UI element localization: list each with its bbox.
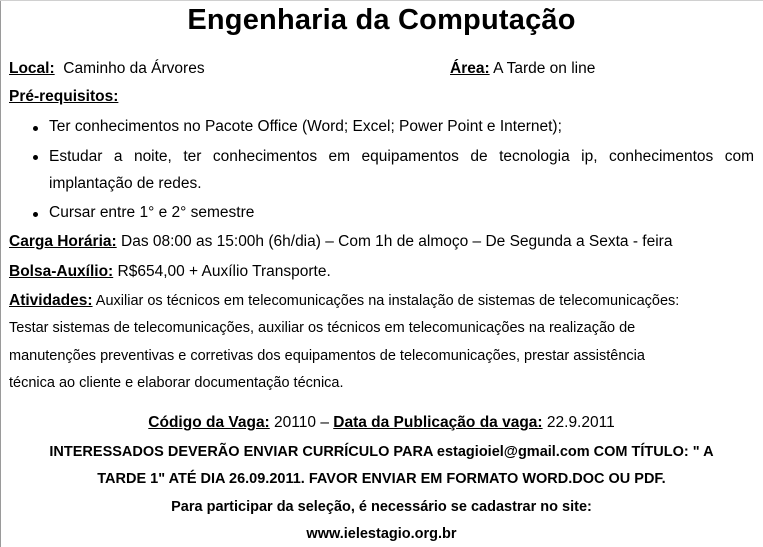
area-row [450,60,595,78]
bullet-icon [33,126,38,131]
area-label: Área: [450,60,490,77]
prereq-item-continued: implantação de redes. [49,175,202,192]
carga-value: Das 08:00 as 15:00h (6h/dia) – Com 1h de almoço – De Segunda a Sexta - feira [121,233,673,250]
local-value: Caminho da Árvores [63,60,205,77]
vaga-date: 22.9.2011 [546,414,615,431]
instructions-line: TARDE 1" ATÉ DIA 26.09.2011. FAVOR ENVIAR EM FORMATO WORD.DOC OU PDF. [97,471,666,487]
atividades-line: manutenções preventivas e corretivas dos equipamentos de telecomunicações, prestar assistência [9,348,645,364]
prereq-item: Cursar entre 1° e 2° semestre [49,204,255,221]
bullet-icon [33,212,38,217]
atividades-line: Testar sistemas de telecomunicações, auxiliar os técnicos em telecomunicações na realização de [9,320,636,336]
prereq-label: Pré-requisitos: [9,88,119,105]
local-label: Local: [9,60,55,77]
vaga-date-label: Data da Publicação da vaga: [333,414,543,431]
vaga-separator: – [320,414,329,431]
bolsa-label: Bolsa-Auxílio: [9,263,114,280]
bullet-icon [33,155,38,160]
instructions-line: Para participar da seleção, é necessário se cadastrar no site: [171,499,592,515]
prereq-heading [9,88,118,106]
instructions-line: INTERESSADOS DEVERÃO ENVIAR CURRÍCULO PARA estagioiel@gmail.com COM TÍTULO: " A [49,444,714,460]
atividades-line: Auxiliar os técnicos em telecomunicações na instalação de sistemas de telecomunicações: [95,293,680,309]
prereq-item: Ter conhecimentos no Pacote Office (Word; Excel; Power Point e Internet); [49,118,562,135]
prereq-item: Estudar a noite, ter conhecimentos em equipamentos de tecnologia ip, conhecimentos com [49,148,754,165]
carga-label: Carga Horária: [9,233,117,250]
atividades-line: técnica ao cliente e elaborar documentação técnica. [9,375,344,391]
vaga-code: 20110 [274,414,316,431]
atividades-row [9,292,679,310]
page-top-border [0,0,763,1]
page-title: Engenharia da Computação [187,4,576,36]
atividades-label: Atividades: [9,292,93,309]
website-link[interactable]: www.ielestagio.org.br [306,526,457,542]
vaga-code-label: Código da Vaga: [148,414,270,431]
bolsa-row [9,263,331,281]
local-row [9,60,205,78]
carga-row [9,233,672,251]
area-value: A Tarde on line [493,60,596,77]
bolsa-value: R$654,00 + Auxílio Transporte. [117,263,331,280]
page-left-border [0,0,1,547]
vaga-row [0,414,763,432]
